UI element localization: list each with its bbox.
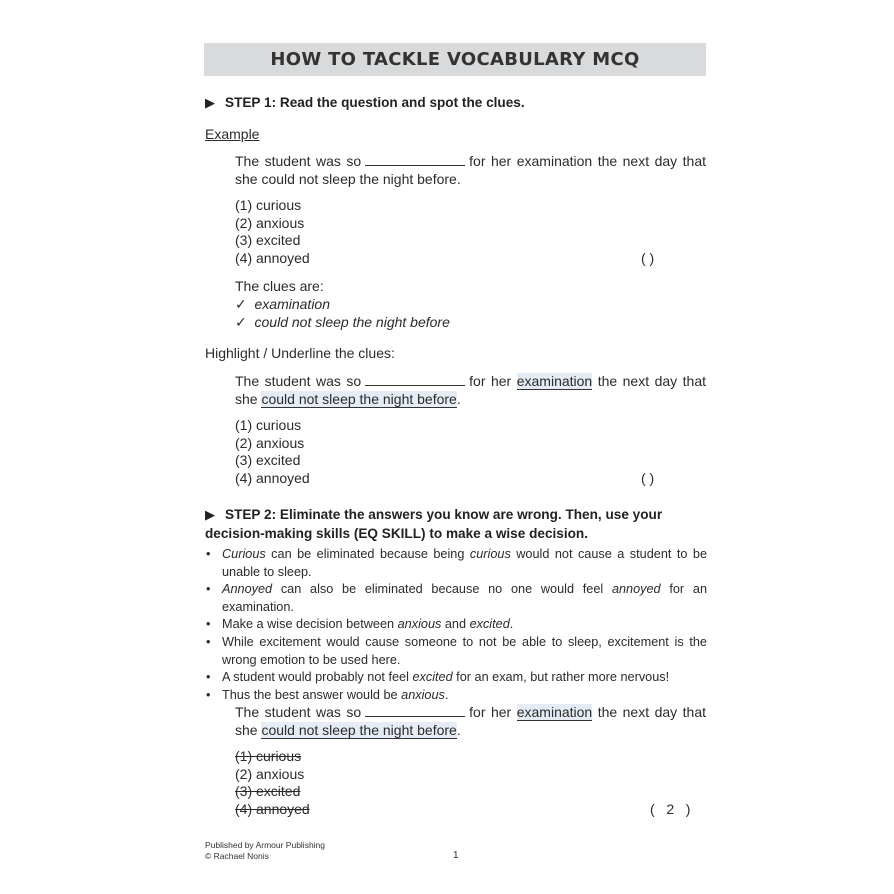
- play-arrow-icon: ▶: [205, 95, 215, 110]
- list-item: • A student would probably not feel excited for an exam, but rather more nervous!: [205, 669, 707, 687]
- copyright-credit: © Rachael Nonis: [205, 851, 269, 861]
- option-eliminated: (3) excited: [235, 783, 301, 800]
- title-banner: [204, 43, 706, 76]
- page-title: HOW TO TACKLE VOCABULARY MCQ: [270, 49, 640, 70]
- option: (1) curious: [235, 197, 302, 213]
- clue-highlight: could not sleep the night before: [261, 391, 457, 407]
- option-eliminated: (1) curious: [235, 748, 302, 764]
- option-correct: (2) anxious: [235, 765, 305, 782]
- answer-blank-line: [365, 153, 465, 166]
- clue-item: ✓ could not sleep the night before: [235, 314, 450, 330]
- list-item: • While excitement would cause someone to not be able to sleep, excitement is the wrong emotion to be used here.: [205, 634, 707, 669]
- option: (1) curious: [235, 417, 302, 433]
- clue-highlight: examination: [516, 704, 593, 720]
- option: (2) anxious: [235, 214, 305, 231]
- options-list-final: [235, 748, 310, 818]
- question-sentence-final: The student was so for her examination the next day that she could not sleep the night before.: [235, 704, 706, 738]
- list-item: • Thus the best answer would be anxious.: [205, 687, 707, 705]
- final-answer: ( 2 ): [650, 801, 691, 817]
- clues-intro: The clues are:: [235, 278, 324, 294]
- options-list-1: [235, 197, 310, 267]
- highlight-label: Highlight / Underline the clues:: [205, 345, 395, 361]
- question-sentence-highlighted: The student was so for her examination the next day that she could not sleep the night before.: [235, 373, 706, 407]
- list-item: • Make a wise decision between anxious and excited.: [205, 616, 707, 634]
- question-sentence-plain: The student was so for her examination the next day that she could not sleep the night before.: [235, 153, 706, 187]
- answer-parentheses-1: ( ): [641, 250, 655, 266]
- publisher-credit: Published by Armour Publishing: [205, 840, 326, 850]
- clue-item: ✓ examination: [235, 296, 331, 312]
- option: (4) annoyed: [235, 249, 310, 266]
- option: (3) excited: [235, 232, 301, 249]
- list-item: • Annoyed can also be eliminated because no one would feel annoyed for an examination.: [205, 581, 707, 616]
- play-arrow-icon: ▶: [205, 507, 215, 522]
- option: (2) anxious: [235, 434, 305, 451]
- explanation-bullets: [205, 546, 707, 704]
- clue-highlight: examination: [516, 373, 593, 389]
- step1-text: STEP 1: Read the question and spot the clues.: [225, 95, 525, 110]
- step2-heading: ▶ STEP 2: Eliminate the answers you know are wrong. Then, use your decision-making skills (EQ SKILL) to make a wise decision.: [205, 507, 663, 541]
- checkmark-icon: ✓: [235, 296, 247, 312]
- step1-heading: [205, 93, 525, 112]
- example-label: Example: [205, 126, 260, 142]
- list-item: • Curious can be eliminated because being curious would not cause a student to be unable to sleep.: [205, 546, 707, 581]
- option: (4) annoyed: [235, 469, 310, 486]
- options-list-2: [235, 417, 310, 487]
- checkmark-icon: ✓: [235, 314, 247, 330]
- answer-blank-line: [365, 373, 465, 386]
- clue-highlight: could not sleep the night before: [261, 722, 457, 738]
- option-eliminated: (4) annoyed: [235, 800, 310, 817]
- answer-parentheses-2: ( ): [641, 470, 655, 486]
- option: (3) excited: [235, 452, 301, 469]
- answer-blank-line: [365, 704, 465, 717]
- page-number: 1: [453, 850, 459, 861]
